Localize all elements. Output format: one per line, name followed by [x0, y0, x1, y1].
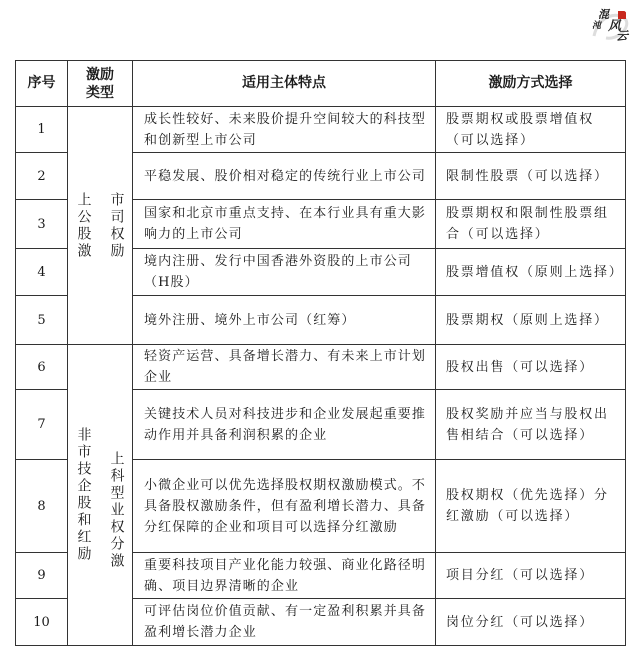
- type-unlisted-col-right: 上科型业权分激: [108, 450, 125, 570]
- type-listed-col-left: 上公股激: [75, 191, 92, 260]
- row-modes: 股权期权（优先选择）分红激励（可以选择）: [436, 460, 626, 553]
- brand-logo: [588, 6, 632, 46]
- row-features: 成长性较好、未来股价提升空间较大的科技型和创新型上市公司: [133, 107, 436, 153]
- table-row: [16, 107, 626, 153]
- row-features: 境内注册、发行中国香港外资股的上市公司（H股）: [133, 249, 436, 296]
- header-index: 序号: [16, 61, 68, 107]
- row-modes: 股权出售（可以选择）: [436, 345, 626, 390]
- row-modes: 股权奖励并应当与股权出售相结合（可以选择）: [436, 390, 626, 460]
- row-index: 3: [16, 200, 68, 249]
- incentive-table: [15, 60, 626, 646]
- type-listed-label: [68, 192, 132, 260]
- type-unlisted-label: [68, 421, 132, 570]
- row-features: 境外注册、境外上市公司（红筹）: [133, 296, 436, 345]
- row-modes: 岗位分红（可以选择）: [436, 599, 626, 646]
- table-row: [16, 345, 626, 390]
- logo-char-1: 混: [598, 8, 609, 21]
- row-modes: 股票增值权（原则上选择）: [436, 249, 626, 296]
- header-features: 适用主体特点: [133, 61, 436, 107]
- logo-char-4: 云: [616, 29, 629, 43]
- table-header-row: [16, 61, 626, 107]
- type-unlisted-col-left: 非市技企股和红励: [75, 427, 92, 563]
- logo-seal-icon: [618, 11, 626, 19]
- row-index: 10: [16, 599, 68, 646]
- row-modes: 股票期权（原则上选择）: [436, 296, 626, 345]
- header-type: 激励类型: [68, 61, 133, 107]
- row-modes: 股票期权或股票增值权（可以选择）: [436, 107, 626, 153]
- row-index: 5: [16, 296, 68, 345]
- row-modes: 限制性股票（可以选择）: [436, 153, 626, 200]
- row-features: 国家和北京市重点支持、在本行业具有重大影响力的上市公司: [133, 200, 436, 249]
- row-index: 4: [16, 249, 68, 296]
- type-listed-company: [68, 107, 133, 345]
- row-index: 7: [16, 390, 68, 460]
- row-features: 可评估岗位价值贡献、有一定盈利积累并具备盈利增长潜力企业: [133, 599, 436, 646]
- row-features: 关键技术人员对科技进步和企业发展起重要推动作用并具备利润积累的企业: [133, 390, 436, 460]
- logo-char-2: 沌: [592, 21, 602, 31]
- row-index: 2: [16, 153, 68, 200]
- logo-char-3: 风: [608, 19, 622, 34]
- row-features: 轻资产运营、具备增长潜力、有未来上市计划企业: [133, 345, 436, 390]
- row-index: 9: [16, 553, 68, 599]
- type-listed-col-right: 市司权励: [108, 191, 125, 260]
- row-features: 小微企业可以优先选择股权期权激励模式。不具备股权激励条件，但有盈利增长潜力、具备分红保障的企业和项目可以选择分红激励: [133, 460, 436, 553]
- header-modes: 激励方式选择: [436, 61, 626, 107]
- row-features: 平稳发展、股价相对稳定的传统行业上市公司: [133, 153, 436, 200]
- row-modes: 股票期权和限制性股票组合（可以选择）: [436, 200, 626, 249]
- row-modes: 项目分红（可以选择）: [436, 553, 626, 599]
- row-index: 8: [16, 460, 68, 553]
- row-index: 6: [16, 345, 68, 390]
- type-unlisted-tech: [68, 345, 133, 646]
- row-features: 重要科技项目产业化能力较强、商业化路径明确、项目边界清晰的企业: [133, 553, 436, 599]
- row-index: 1: [16, 107, 68, 153]
